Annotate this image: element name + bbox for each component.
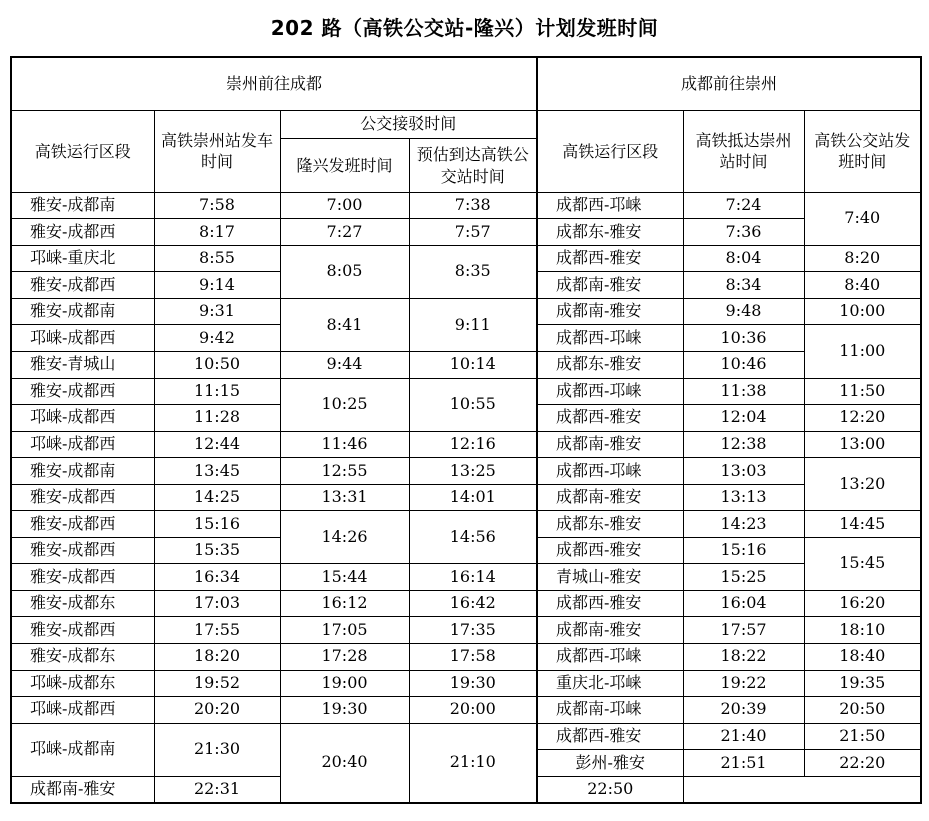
lx-depart-cell: 8:05 bbox=[280, 245, 409, 298]
table-row bbox=[11, 458, 921, 485]
left-route-cell: 邛崃-成都西 bbox=[11, 325, 154, 352]
left-route-cell: 雅安-成都南 bbox=[11, 192, 154, 219]
cz-arrive-cell: 14:23 bbox=[683, 511, 804, 538]
left-route-cell: 邛崃-成都西 bbox=[11, 405, 154, 432]
eta-hub-cell: 12:16 bbox=[409, 431, 537, 458]
right-route-cell: 成都南-雅安 bbox=[537, 272, 683, 299]
table-row bbox=[11, 564, 921, 591]
left-route-cell: 雅安-成都西 bbox=[11, 564, 154, 591]
cz-depart-cell: 11:15 bbox=[154, 378, 280, 405]
table-row bbox=[11, 723, 921, 750]
table-row bbox=[11, 670, 921, 697]
eta-hub-cell: 21:10 bbox=[409, 723, 537, 803]
lx-depart-cell: 19:30 bbox=[280, 697, 409, 724]
lx-depart-cell: 10:25 bbox=[280, 378, 409, 431]
cz-arrive-cell: 15:25 bbox=[683, 564, 804, 591]
cz-arrive-cell: 15:16 bbox=[683, 537, 804, 564]
cz-depart-cell: 12:44 bbox=[154, 431, 280, 458]
right-route-cell: 成都西-雅安 bbox=[537, 405, 683, 432]
cz-depart-cell: 11:28 bbox=[154, 405, 280, 432]
right-route-cell: 成都西-雅安 bbox=[537, 590, 683, 617]
col-header-cz-depart: 高铁崇州站发车时间 bbox=[154, 111, 280, 192]
cz-arrive-cell: 18:22 bbox=[683, 643, 804, 670]
left-route-cell: 雅安-青城山 bbox=[11, 351, 154, 378]
cz-depart-cell: 9:31 bbox=[154, 298, 280, 325]
right-route-cell: 成都西-雅安 bbox=[537, 537, 683, 564]
lx-depart-cell: 19:00 bbox=[280, 670, 409, 697]
hub-depart-cell: 8:40 bbox=[804, 272, 921, 299]
hub-depart-cell: 11:00 bbox=[804, 325, 921, 378]
lx-depart-cell: 7:00 bbox=[280, 192, 409, 219]
table-row bbox=[11, 192, 921, 219]
cz-arrive-cell: 12:04 bbox=[683, 405, 804, 432]
right-route-cell: 成都东-雅安 bbox=[537, 351, 683, 378]
cz-arrive-cell: 19:22 bbox=[683, 670, 804, 697]
right-route-cell: 成都东-雅安 bbox=[537, 511, 683, 538]
hub-depart-cell: 12:20 bbox=[804, 405, 921, 432]
left-route-cell: 雅安-成都西 bbox=[11, 219, 154, 246]
right-route-cell: 青城山-雅安 bbox=[537, 564, 683, 591]
left-route-cell: 雅安-成都西 bbox=[11, 511, 154, 538]
left-group-header: 崇州前往成都 bbox=[11, 57, 537, 111]
hub-depart-cell: 14:45 bbox=[804, 511, 921, 538]
cz-arrive-cell: 17:57 bbox=[683, 617, 804, 644]
eta-hub-cell: 16:42 bbox=[409, 590, 537, 617]
left-route-cell: 雅安-成都西 bbox=[11, 378, 154, 405]
eta-hub-cell: 17:35 bbox=[409, 617, 537, 644]
lx-depart-cell: 9:44 bbox=[280, 351, 409, 378]
cz-arrive-cell: 7:24 bbox=[683, 192, 804, 219]
hub-depart-cell: 20:50 bbox=[804, 697, 921, 724]
right-route-cell: 成都西-邛崃 bbox=[537, 643, 683, 670]
cz-depart-cell: 21:30 bbox=[154, 723, 280, 776]
right-route-cell: 成都南-雅安 bbox=[537, 617, 683, 644]
cz-depart-cell: 9:14 bbox=[154, 272, 280, 299]
table-row bbox=[11, 590, 921, 617]
table-row bbox=[11, 617, 921, 644]
cz-depart-cell: 16:34 bbox=[154, 564, 280, 591]
lx-depart-cell: 15:44 bbox=[280, 564, 409, 591]
lx-depart-cell: 17:05 bbox=[280, 617, 409, 644]
cz-depart-cell: 17:55 bbox=[154, 617, 280, 644]
left-route-cell: 邛崃-重庆北 bbox=[11, 245, 154, 272]
cz-depart-cell: 19:52 bbox=[154, 670, 280, 697]
right-route-cell: 重庆北-邛崃 bbox=[537, 670, 683, 697]
table-row bbox=[11, 511, 921, 538]
left-route-cell: 雅安-成都西 bbox=[11, 617, 154, 644]
cz-arrive-cell: 21:51 bbox=[683, 750, 804, 777]
table-row bbox=[11, 298, 921, 325]
hub-depart-cell: 15:45 bbox=[804, 537, 921, 590]
col-header-route-left: 高铁运行区段 bbox=[11, 111, 154, 192]
hub-depart-cell: 13:20 bbox=[804, 458, 921, 511]
lx-depart-cell: 12:55 bbox=[280, 458, 409, 485]
cz-arrive-cell: 21:40 bbox=[683, 723, 804, 750]
lx-depart-cell: 16:12 bbox=[280, 590, 409, 617]
cz-depart-cell: 10:50 bbox=[154, 351, 280, 378]
cz-arrive-cell: 12:38 bbox=[683, 431, 804, 458]
cz-arrive-cell: 8:04 bbox=[683, 245, 804, 272]
cz-depart-cell: 7:58 bbox=[154, 192, 280, 219]
left-route-cell: 雅安-成都南 bbox=[11, 458, 154, 485]
eta-hub-cell: 20:00 bbox=[409, 697, 537, 724]
left-route-cell: 雅安-成都西 bbox=[11, 484, 154, 511]
lx-depart-cell: 20:40 bbox=[280, 723, 409, 803]
right-route-cell: 彭州-雅安 bbox=[537, 750, 683, 777]
lx-depart-cell: 8:41 bbox=[280, 298, 409, 351]
cz-depart-cell: 13:45 bbox=[154, 458, 280, 485]
right-route-cell: 成都南-雅安 bbox=[537, 431, 683, 458]
eta-hub-cell: 10:14 bbox=[409, 351, 537, 378]
left-route-cell: 雅安-成都西 bbox=[11, 537, 154, 564]
cz-arrive-cell: 7:36 bbox=[683, 219, 804, 246]
left-route-cell: 邛崃-成都西 bbox=[11, 431, 154, 458]
eta-hub-cell: 16:14 bbox=[409, 564, 537, 591]
schedule-table bbox=[10, 56, 922, 804]
cz-depart-cell: 20:20 bbox=[154, 697, 280, 724]
hub-depart-cell: 21:50 bbox=[804, 723, 921, 750]
eta-hub-cell: 7:57 bbox=[409, 219, 537, 246]
eta-hub-cell: 19:30 bbox=[409, 670, 537, 697]
right-group-header: 成都前往崇州 bbox=[537, 57, 921, 111]
hub-depart-cell: 8:20 bbox=[804, 245, 921, 272]
cz-arrive-cell: 8:34 bbox=[683, 272, 804, 299]
eta-hub-cell: 17:58 bbox=[409, 643, 537, 670]
table-row bbox=[11, 245, 921, 272]
right-route-cell: 成都南-雅安 bbox=[537, 484, 683, 511]
page-title: 202 路（高铁公交站-隆兴）计划发班时间 bbox=[270, 16, 659, 40]
col-header-cz-arrive: 高铁抵达崇州站时间 bbox=[683, 111, 804, 192]
left-route-cell: 雅安-成都西 bbox=[11, 272, 154, 299]
cz-depart-cell: 17:03 bbox=[154, 590, 280, 617]
hub-depart-cell: 22:50 bbox=[537, 776, 683, 803]
cz-arrive-cell: 16:04 bbox=[683, 590, 804, 617]
right-route-cell: 成都南-邛崃 bbox=[537, 697, 683, 724]
cz-arrive-cell: 13:13 bbox=[683, 484, 804, 511]
bus-group-header: 公交接驳时间 bbox=[280, 111, 537, 139]
hub-depart-cell: 11:50 bbox=[804, 378, 921, 405]
hub-depart-cell: 18:40 bbox=[804, 643, 921, 670]
cz-depart-cell: 9:42 bbox=[154, 325, 280, 352]
hub-depart-cell: 19:35 bbox=[804, 670, 921, 697]
left-route-cell: 邛崃-成都西 bbox=[11, 697, 154, 724]
table-row bbox=[11, 697, 921, 724]
right-route-cell: 成都东-雅安 bbox=[537, 219, 683, 246]
hub-depart-cell: 13:00 bbox=[804, 431, 921, 458]
cz-depart-cell: 15:35 bbox=[154, 537, 280, 564]
cz-depart-cell: 15:16 bbox=[154, 511, 280, 538]
left-route-cell: 雅安-成都南 bbox=[11, 298, 154, 325]
cz-depart-cell: 8:55 bbox=[154, 245, 280, 272]
right-route-cell: 成都南-雅安 bbox=[11, 776, 154, 803]
table-row bbox=[11, 219, 921, 246]
cz-arrive-cell: 10:36 bbox=[683, 325, 804, 352]
eta-hub-cell: 8:35 bbox=[409, 245, 537, 298]
table-row bbox=[11, 484, 921, 511]
left-route-cell: 邛崃-成都东 bbox=[11, 670, 154, 697]
table-row bbox=[11, 351, 921, 378]
left-route-cell: 邛崃-成都南 bbox=[11, 723, 154, 776]
hub-depart-cell: 10:00 bbox=[804, 298, 921, 325]
eta-hub-cell: 10:55 bbox=[409, 378, 537, 431]
eta-hub-cell: 14:56 bbox=[409, 511, 537, 564]
table-row bbox=[11, 378, 921, 405]
right-route-cell: 成都西-雅安 bbox=[537, 723, 683, 750]
hub-depart-cell: 16:20 bbox=[804, 590, 921, 617]
lx-depart-cell: 13:31 bbox=[280, 484, 409, 511]
eta-hub-cell: 9:11 bbox=[409, 298, 537, 351]
col-header-eta-hub: 预估到达高铁公交站时间 bbox=[409, 139, 537, 192]
col-header-lx-depart: 隆兴发班时间 bbox=[280, 139, 409, 192]
lx-depart-cell: 14:26 bbox=[280, 511, 409, 564]
cz-arrive-cell: 20:39 bbox=[683, 697, 804, 724]
cz-arrive-cell: 13:03 bbox=[683, 458, 804, 485]
col-header-route-right: 高铁运行区段 bbox=[537, 111, 683, 192]
lx-depart-cell: 7:27 bbox=[280, 219, 409, 246]
right-route-cell: 成都西-邛崃 bbox=[537, 192, 683, 219]
hub-depart-cell: 7:40 bbox=[804, 192, 921, 245]
left-route-cell: 雅安-成都东 bbox=[11, 643, 154, 670]
right-route-cell: 成都西-邛崃 bbox=[537, 378, 683, 405]
lx-depart-cell: 11:46 bbox=[280, 431, 409, 458]
col-header-hub-depart: 高铁公交站发班时间 bbox=[804, 111, 921, 192]
hub-depart-cell: 18:10 bbox=[804, 617, 921, 644]
right-route-cell: 成都西-雅安 bbox=[537, 245, 683, 272]
eta-hub-cell: 14:01 bbox=[409, 484, 537, 511]
cz-arrive-cell: 9:48 bbox=[683, 298, 804, 325]
hub-depart-cell: 22:20 bbox=[804, 750, 921, 777]
cz-arrive-cell: 10:46 bbox=[683, 351, 804, 378]
lx-depart-cell: 17:28 bbox=[280, 643, 409, 670]
cz-arrive-cell: 11:38 bbox=[683, 378, 804, 405]
table-row bbox=[11, 431, 921, 458]
cz-depart-cell: 14:25 bbox=[154, 484, 280, 511]
left-route-cell: 雅安-成都东 bbox=[11, 590, 154, 617]
right-route-cell: 成都西-邛崃 bbox=[537, 458, 683, 485]
right-route-cell: 成都南-雅安 bbox=[537, 298, 683, 325]
eta-hub-cell: 7:38 bbox=[409, 192, 537, 219]
cz-arrive-cell: 22:31 bbox=[154, 776, 280, 803]
table-row bbox=[11, 643, 921, 670]
cz-depart-cell: 18:20 bbox=[154, 643, 280, 670]
right-route-cell: 成都西-邛崃 bbox=[537, 325, 683, 352]
eta-hub-cell: 13:25 bbox=[409, 458, 537, 485]
cz-depart-cell: 8:17 bbox=[154, 219, 280, 246]
